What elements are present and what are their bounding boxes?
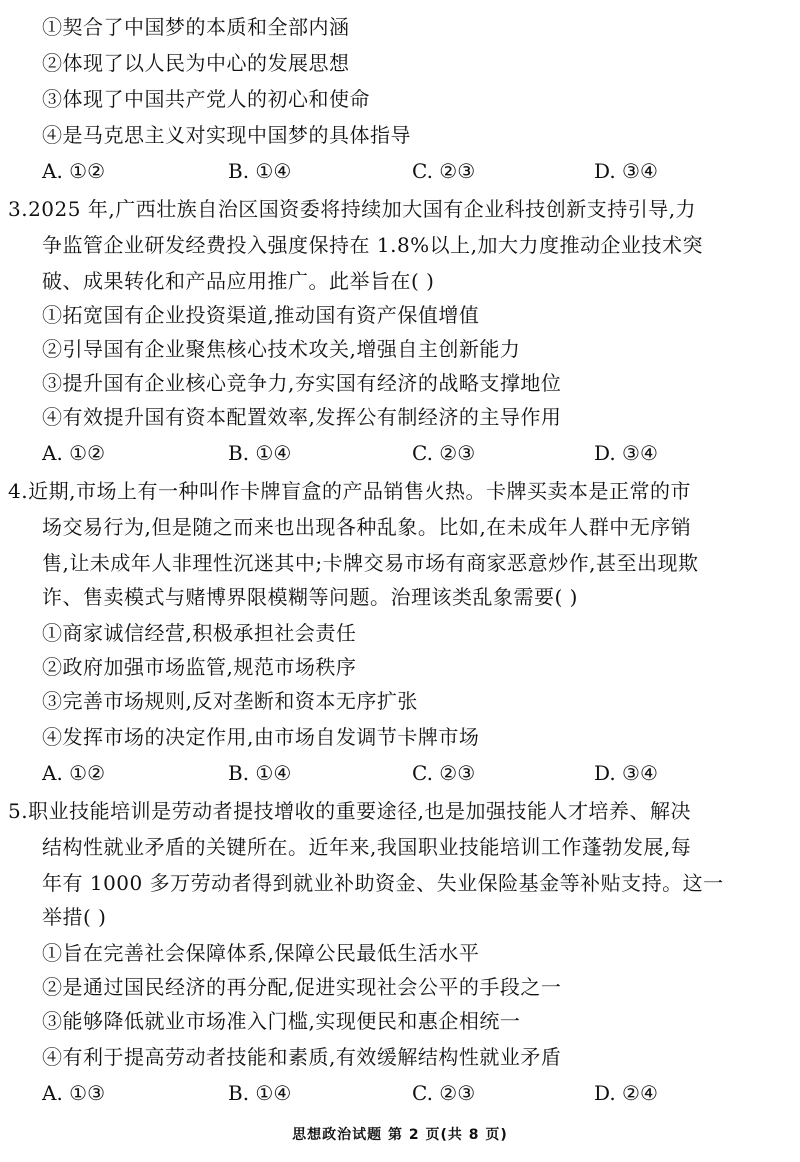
- q5-statement-3: ③能够降低就业市场准入门槛,实现便民和惠企相统一: [42, 1009, 521, 1033]
- q4-statement-4: ④发挥市场的决定作用,由市场自发调节卡牌市场: [42, 725, 480, 749]
- q2-option-a[interactable]: A. ①②: [42, 159, 106, 183]
- q5-option-b[interactable]: B. ①④: [228, 1081, 292, 1105]
- q4-option-c[interactable]: C. ②③: [412, 761, 476, 785]
- q3-option-c[interactable]: C. ②③: [412, 441, 476, 465]
- q2-statement-2: ②体现了以人民为中心的发展思想: [42, 51, 350, 75]
- q2-option-d[interactable]: D. ③④: [594, 159, 658, 183]
- q5-stem-line-3: 年有 1000 多万劳动者得到就业补助资金、失业保险基金等补贴支持。这一: [42, 871, 724, 895]
- q4-options: [42, 756, 762, 790]
- q3-statement-1: ①拓宽国有企业投资渠道,推动国有资产保值增值: [42, 303, 480, 327]
- q2-options: [42, 154, 762, 188]
- page-footer: 思想政治试题 第 2 页(共 8 页): [292, 1127, 508, 1143]
- q3-option-b[interactable]: B. ①④: [228, 441, 292, 465]
- q2-option-c[interactable]: C. ②③: [412, 159, 476, 183]
- q5-statement-1: ①旨在完善社会保障体系,保障公民最低生活水平: [42, 941, 480, 965]
- q5-options: [42, 1076, 762, 1110]
- q2-statement-1: ①契合了中国梦的本质和全部内涵: [42, 15, 350, 39]
- q2-statement-3: ③体现了中国共产党人的初心和使命: [42, 87, 370, 111]
- q2-statement-4: ④是马克思主义对实现中国梦的具体指导: [42, 123, 411, 147]
- q4-statement-1: ①商家诚信经营,积极承担社会责任: [42, 621, 357, 645]
- q5-stem-line-2: 结构性就业矛盾的关键所在。近年来,我国职业技能培训工作蓬勃发展,每: [42, 835, 692, 859]
- q5-option-d[interactable]: D. ②④: [594, 1081, 658, 1105]
- q5-stem-line-1: 5.职业技能培训是劳动者提技增收的重要途径,也是加强技能人才培养、解决: [8, 799, 691, 823]
- q5-statement-4: ④有利于提高劳动者技能和素质,有效缓解结构性就业矛盾: [42, 1045, 562, 1069]
- q3-stem-line-3: 破、成果转化和产品应用推广。此举旨在( ): [42, 269, 435, 293]
- q3-option-a[interactable]: A. ①②: [42, 441, 106, 465]
- q4-stem-line-3: 售,让未成年人非理性沉迷其中;卡牌交易市场有商家恶意炒作,甚至出现欺: [42, 551, 699, 575]
- q4-stem-line-1: 4.近期,市场上有一种叫作卡牌盲盒的产品销售火热。卡牌买卖本是正常的市: [8, 479, 691, 503]
- q2-option-b[interactable]: B. ①④: [228, 159, 292, 183]
- q5-option-a[interactable]: A. ①③: [42, 1081, 106, 1105]
- q3-statement-4: ④有效提升国有资本配置效率,发挥公有制经济的主导作用: [42, 405, 562, 429]
- q3-stem-line-1: 3.2025 年,广西壮族自治区国资委将持续加大国有企业科技创新支持引导,力: [8, 197, 697, 221]
- q4-option-d[interactable]: D. ③④: [594, 761, 658, 785]
- q4-option-a[interactable]: A. ①②: [42, 761, 106, 785]
- q3-stem-line-2: 争监管企业研发经费投入强度保持在 1.8%以上,加大力度推动企业技术突: [42, 233, 704, 257]
- q4-statement-3: ③完善市场规则,反对垄断和资本无序扩张: [42, 689, 418, 713]
- q3-option-d[interactable]: D. ③④: [594, 441, 658, 465]
- q5-stem-line-4: 举措( ): [42, 905, 107, 929]
- q4-statement-2: ②政府加强市场监管,规范市场秩序: [42, 655, 357, 679]
- q4-stem-line-2: 场交易行为,但是随之而来也出现各种乱象。比如,在未成年人群中无序销: [42, 515, 692, 539]
- q4-stem-line-4: 诈、售卖模式与赌博界限模糊等问题。治理该类乱象需要( ): [42, 585, 578, 609]
- q5-statement-2: ②是通过国民经济的再分配,促进实现社会公平的手段之一: [42, 975, 562, 999]
- q3-statement-2: ②引导国有企业聚焦核心技术攻关,增强自主创新能力: [42, 337, 521, 361]
- q5-option-c[interactable]: C. ②③: [412, 1081, 476, 1105]
- q4-option-b[interactable]: B. ①④: [228, 761, 292, 785]
- q3-statement-3: ③提升国有企业核心竞争力,夯实国有经济的战略支撑地位: [42, 371, 562, 395]
- q3-options: [42, 436, 762, 470]
